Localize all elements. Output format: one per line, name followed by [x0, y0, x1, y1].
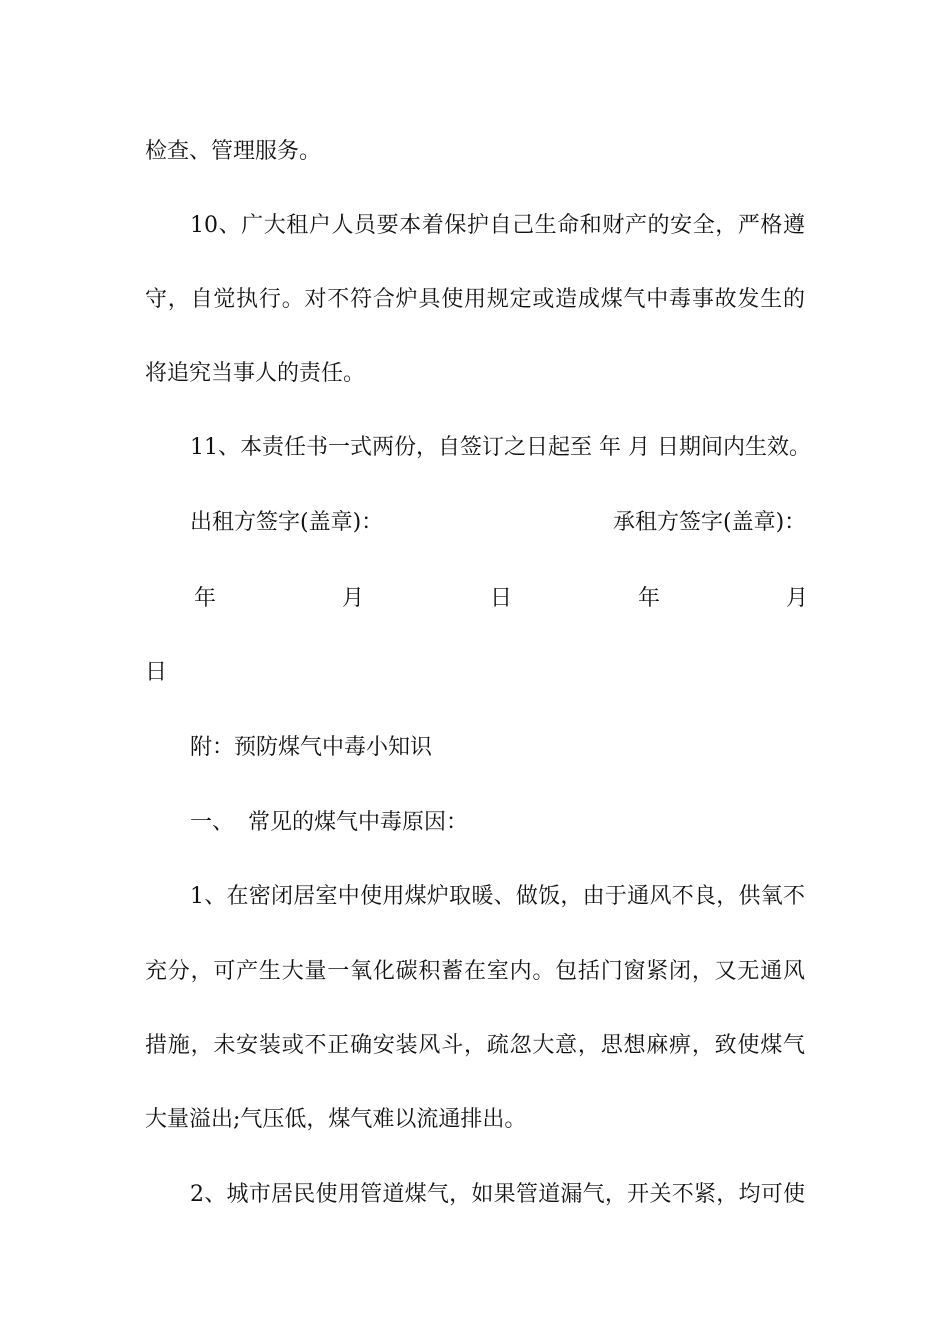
appendix-title: 附：预防煤气中毒小知识 — [190, 735, 433, 760]
lessor-signature-label: 出租方签字(盖章)： — [190, 510, 384, 535]
paragraph-line: 措施，未安装或不正确安装风斗，疏忽大意，思想麻痹，致使煤气 — [145, 1033, 805, 1058]
date-month-lessor: 月 — [342, 586, 365, 611]
paragraph-line: 2、城市居民使用管道煤气，如果管道漏气，开关不紧，均可使 — [190, 1182, 805, 1207]
paragraph-line: 1、在密闭居室中使用煤炉取暖、做饭，由于通风不良，供氧不 — [190, 884, 805, 909]
date-day-lessor: 日 — [490, 586, 513, 611]
date-year-lessor: 年 — [194, 586, 217, 611]
paragraph-line: 检查、管理服务。 — [145, 139, 322, 164]
lessee-signature-label: 承租方签字(盖章)： — [613, 510, 807, 535]
date-month-lessee: 月 — [786, 586, 809, 611]
paragraph-line: 11、本责任书一式两份，自签订之日起至 年 月 日期间内生效。 — [190, 435, 811, 460]
date-year-lessee: 年 — [638, 586, 661, 611]
paragraph-line: 将追究当事人的责任。 — [145, 361, 366, 386]
paragraph-line: 10、广大租户人员要本着保护自己生命和财产的安全，严格遵 — [190, 213, 805, 238]
paragraph-line: 守，自觉执行。对不符合炉具使用规定或造成煤气中毒事故发生的 — [145, 287, 805, 312]
date-day-lessee: 日 — [145, 660, 168, 685]
paragraph-line: 充分，可产生大量一氧化碳积蓄在室内。包括门窗紧闭，又无通风 — [145, 959, 805, 984]
paragraph-line: 大量溢出;气压低，煤气难以流通排出。 — [145, 1107, 527, 1132]
section-heading: 一、 常见的煤气中毒原因： — [190, 810, 468, 835]
